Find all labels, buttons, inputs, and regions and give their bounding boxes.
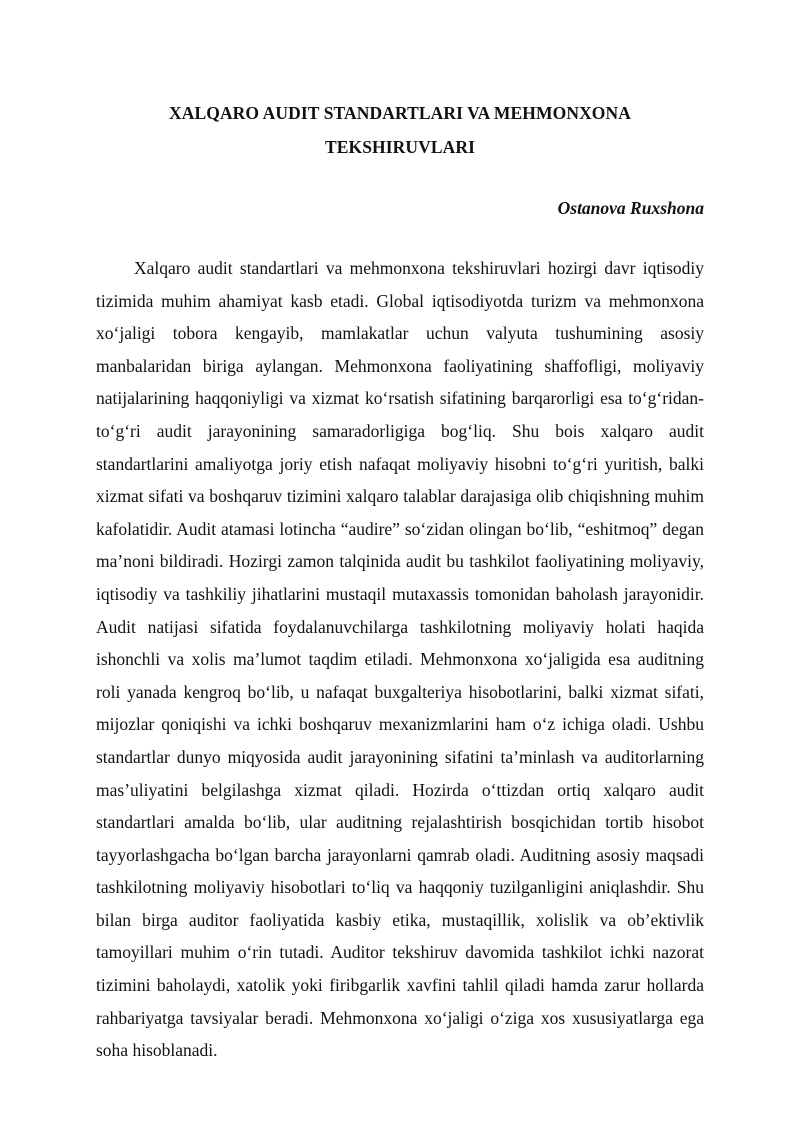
body-paragraph: Xalqaro audit standartlari va mehmonxona tekshiruvlari hozirgi davr iqtisodiy tizimida muhim ahamiyat kasb etadi. Global iqtisodiyotda turizm va mehmonxona xo‘jaligi tobora kengayib, mamlakatlar uchun valyuta tushumining asosiy manbalaridan biriga aylangan. Mehmonxona faoliyatining shaffofligi, moliyaviy natijalarining haqqoniyligi va xizmat ko‘rsatish sifatining barqarorligi esa to‘g‘ridan-to‘g‘ri audit jarayonining samaradorligiga bog‘liq. Shu bois xalqaro audit standartlarini amaliyotga joriy etish nafaqat moliyaviy hisobni to‘g‘ri yuritish, balki xizmat sifati va boshqaruv tizimini xalqaro talablar darajasiga olib chiqishning muhim kafolatidir. Audit atamasi lotincha “audire” so‘zidan olingan bo‘lib, “eshitmoq” degan ma’noni bildiradi. Hozirgi zamon talqinida audit bu tashkilot faoliyatining moliyaviy, iqtisodiy va tashkiliy jihatlarini mustaqil mutaxassis tomonidan baholash jarayonidir. Audit natijasi sifatida foydalanuvchilarga tashkilotning moliyaviy holati haqida ishonchli va xolis ma’lumot taqdim etiladi. Mehmonxona xo‘jaligida esa auditning roli yanada kengroq bo‘lib, u nafaqat buxgalteriya hisobotlarini, balki xizmat sifati, mijozlar qoniqishi va ichki boshqaruv mexanizmlarini ham o‘z ichiga oladi. Ushbu standartlar dunyo miqyosida audit jarayonining sifatini ta’minlash va auditorlarning mas’uliyatini belgilashga xizmat qiladi. Hozirda o‘ttizdan ortiq xalqaro audit standartlari amalda bo‘lib, ular auditning rejalashtirish bosqichidan tortib hisobot tayyorlashgacha bo‘lgan barcha jarayonlarni qamrab oladi. Auditning asosiy maqsadi tashkilotning moliyaviy hisobotlari to‘liq va haqqoniy tuzilganligini aniqlashdir. Shu bilan birga auditor faoliyatida kasbiy etika, mustaqillik, xolislik va ob’ektivlik tamoyillari muhim o‘rin tutadi. Auditor tekshiruv davomida tashkilot ichki nazorat tizimini baholaydi, xatolik yoki firibgarlik xavfini tahlil qiladi hamda zarur hollarda rahbariyatga tavsiyalar beradi. Mehmonxona xo‘jaligi o‘ziga xos xususiyatlarga ega soha hisoblanadi. <box>96 258 704 1061</box>
title-line-1: XALQARO AUDIT STANDARTLARI VA MEHMONXONA <box>168 103 631 123</box>
document-title <box>90 96 710 164</box>
author-name: Ostanova Ruxshona <box>557 198 704 218</box>
title-line-2: TEKSHIRUVLARI <box>324 137 476 157</box>
